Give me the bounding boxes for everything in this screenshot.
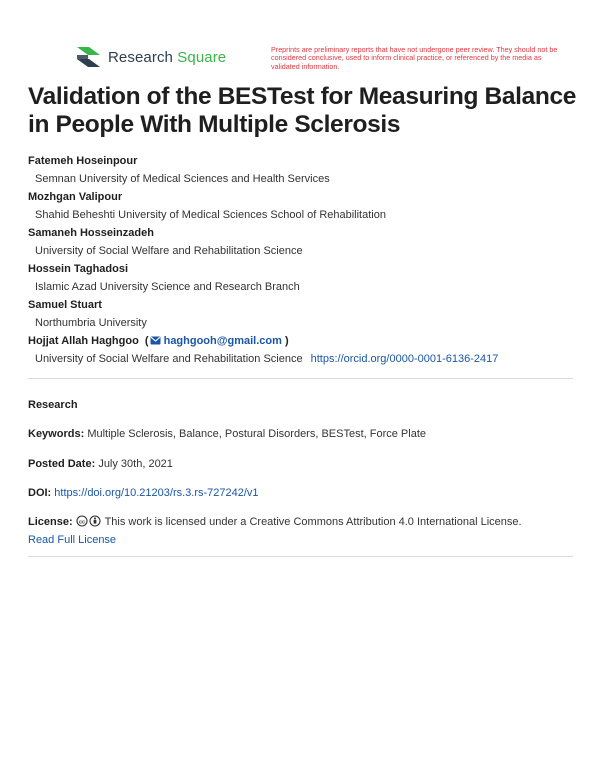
article-type	[28, 396, 578, 414]
posted-date-value: July 30th, 2021	[98, 458, 173, 470]
research-square-logo[interactable]	[75, 46, 226, 68]
author-name: Fatemeh Hoseinpour	[28, 155, 138, 167]
keywords-label: Keywords:	[28, 428, 85, 440]
preprint-disclaimer: Preprints are preliminary reports that have not undergone peer review. They should not be considered conclusive, used to inform clinical practice, or referenced by the media as validated information.	[271, 45, 558, 71]
license-line	[28, 513, 578, 531]
author-affiliation: Shahid Beheshti University of Medical Sciences School of Rehabilitation	[35, 209, 386, 221]
author-affiliation: University of Social Welfare and Rehabilitation Science	[35, 245, 303, 257]
keywords-value: Multiple Sclerosis, Balance, Postural Disorders, BESTest, Force Plate	[87, 428, 427, 440]
svg-text:cc: cc	[78, 519, 85, 526]
divider	[28, 378, 573, 379]
author-name: Hossein Taghadosi	[28, 263, 129, 275]
divider	[28, 556, 573, 557]
author-affiliation: Semnan University of Medical Sciences and Health Services	[35, 173, 330, 185]
doi-row	[28, 484, 578, 502]
posted-date-row	[28, 455, 578, 473]
doi-link[interactable]: https://doi.org/10.21203/rs.3.rs-727242/v1	[54, 487, 259, 499]
author-affiliation: University of Social Welfare and Rehabilitation Science	[35, 353, 303, 365]
creative-commons-icon	[76, 515, 88, 527]
author-affiliation-row	[28, 350, 578, 368]
license-text: This work is licensed under a Creative Commons Attribution 4.0 International License.	[104, 516, 522, 528]
author-affiliation: Islamic Azad University Science and Research Branch	[35, 281, 300, 293]
doi-label: DOI:	[28, 487, 52, 499]
corresponding-author: Hojjat Allah Haghgoo ( haghgooh@gmail.com )	[28, 335, 289, 347]
brand-name	[108, 49, 226, 66]
envelope-icon	[150, 336, 161, 345]
brand-name-second: Square	[177, 48, 227, 66]
keywords-row	[28, 425, 578, 443]
author-name: Samuel Stuart	[28, 299, 102, 311]
author-email-link[interactable]: haghgooh@gmail.com	[163, 335, 282, 347]
author-name: Samaneh Hosseinzadeh	[28, 227, 154, 239]
author-name: Mozhgan Valipour	[28, 191, 123, 203]
attribution-icon	[89, 515, 101, 527]
brand-name-first: Research	[108, 48, 173, 66]
orcid-link[interactable]: https://orcid.org/0000-0001-6136-2417	[310, 353, 499, 365]
paper-title: Validation of the BESTest for Measuring Balance in People With Multiple Sclerosis	[28, 83, 577, 138]
posted-date-label: Posted Date:	[28, 458, 96, 470]
author-list	[28, 152, 578, 368]
license-label: License:	[28, 516, 73, 528]
read-full-license-link[interactable]: Read Full License	[28, 534, 117, 546]
research-square-logo-icon	[75, 46, 102, 68]
author-name: Hojjat Allah Haghgoo	[28, 335, 139, 347]
author-affiliation: Northumbria University	[35, 317, 147, 329]
license-row	[28, 513, 578, 549]
article-type-label: Research	[28, 399, 78, 411]
